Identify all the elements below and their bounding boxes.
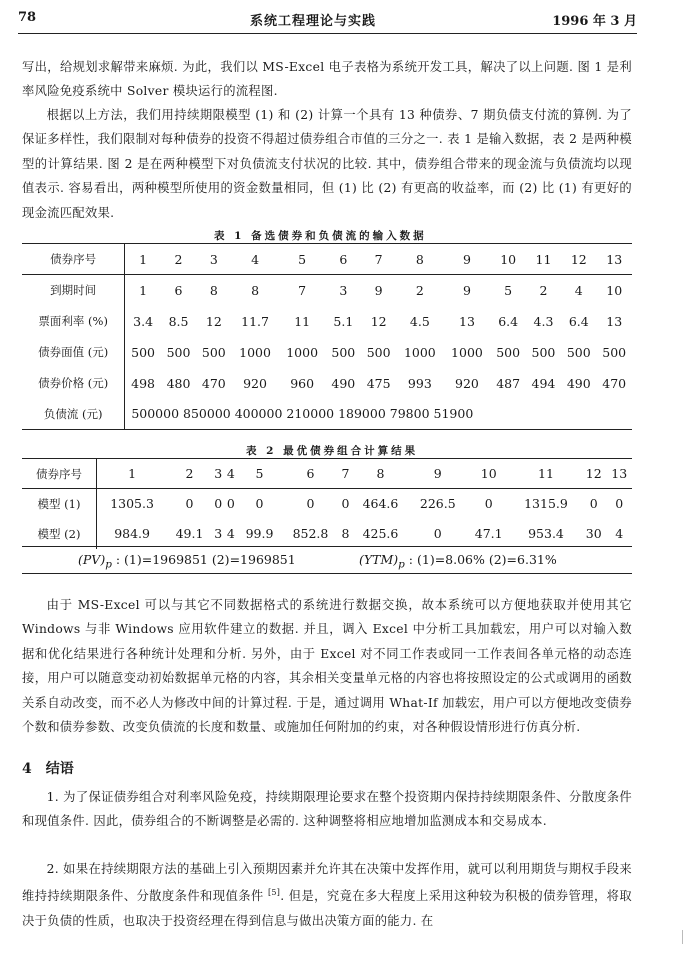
table-cell: 425.6 <box>362 526 399 541</box>
table-cell: 1000 <box>451 344 483 360</box>
table-cell: 475 <box>366 375 391 391</box>
table-cell: 99.9 <box>245 526 274 541</box>
journal-title: 系统工程理论与实践 <box>250 14 377 29</box>
table-cell: 0 <box>341 496 350 512</box>
table-cell: 500 <box>566 344 591 360</box>
table-cell: 13 <box>606 313 623 329</box>
bond-id-cell: 12 <box>581 459 606 489</box>
table-cell: 1000 <box>403 344 436 360</box>
table-cell: 7 <box>298 282 307 298</box>
paragraph-excel-integration: 由于 MS-Excel 可以与其它不同数据格式的系统进行数据交换，故本系统可以方便地获取并使用其它 Windows 与非 Windows 应用软件建立的数据. 并且，调入 Excel 中分析工具加载宏，用户可以对输入数据和优化结果进行各种统计处理和分析. 另外，由于 Excel 对不同工作表或同一工作表间各单元格的动态连接，用户可以随意变动初始数据单元格的内容，其余相关变量单元格的内容也将按照设定的公式或调用的函数关系自动改变，而不必人为修改中间的计算过程. 于是，通过调用 What-If 加载宏，用户可以方便地改变债券个数和债券参数、改变负债流的长度和数量、或施加任何附加的约束，对各种假设情形进行仿真分析. <box>22 598 632 735</box>
table-row <box>22 306 632 337</box>
bond-id-cell: 4 <box>225 459 238 489</box>
table-cell: 500 <box>366 344 391 360</box>
table-cell: 8.5 <box>168 313 189 329</box>
table-cell: 8 <box>341 526 350 541</box>
table-cell: 960 <box>290 375 315 391</box>
table-cell: 464.6 <box>362 496 399 512</box>
table-cell: 0 <box>226 496 235 512</box>
table-cell: 12 <box>370 313 387 329</box>
table-cell: 0 <box>615 496 624 512</box>
table-cell: 226.5 <box>419 496 456 512</box>
table-cell: 1 <box>139 282 148 298</box>
table1-input-data <box>22 243 632 430</box>
table-cell: 11 <box>294 313 311 329</box>
table-cell: 0 <box>255 496 264 512</box>
section-heading <box>22 758 74 778</box>
table-cell: 498 <box>131 375 156 391</box>
paragraph-conclusion-1: 1. 为了保证债券组合对利率风险免疫，持续期限理论要求在整个投资期内保持持续期限条件、分散度条件和现值条件. 因此，债券组合的不断调整是必需的. 这种调整将相应地增加监测成本和交易成本. <box>22 790 632 829</box>
scan-edge-mark <box>682 930 683 944</box>
bond-id-cell: 6 <box>282 459 339 489</box>
bond-id-cell: 7 <box>339 459 352 489</box>
table-cell: 3 <box>214 526 223 541</box>
table2-summary-line <box>22 546 632 574</box>
table-cell: 4 <box>226 526 235 541</box>
citation-ref: [5] <box>267 888 281 898</box>
row-label: 债券价格 (元) <box>22 368 125 399</box>
table-cell: 0 <box>484 496 493 512</box>
table-cell: 4 <box>615 526 624 541</box>
table-cell: 6.4 <box>568 313 589 329</box>
table-cell: 47.1 <box>474 526 503 541</box>
table-row <box>22 519 632 549</box>
table-cell: 4.3 <box>533 313 554 329</box>
bond-id-cell: 8 <box>352 459 409 489</box>
table-row <box>22 275 632 306</box>
row-label: 模型 (2) <box>22 519 96 549</box>
table-cell: 2 <box>539 282 548 298</box>
table1-header-row <box>22 244 632 275</box>
table-cell: 5 <box>504 282 513 298</box>
paragraph-intro: 写出，给规划求解带来麻烦. 为此，我们以 MS-Excel 电子表格为系统开发工具，解决了以上问题. 图 1 是利率风险免疫系统中 Solver 模块运行的流程图. <box>22 60 632 99</box>
bond-id-cell: 5 <box>279 244 326 275</box>
bond-id-cell: 4 <box>232 244 279 275</box>
table-cell: 500 <box>131 344 156 360</box>
bond-id-cell: 1 <box>125 244 161 275</box>
table-cell: 490 <box>566 375 591 391</box>
section-title: 结语 <box>45 761 74 777</box>
table-cell: 920 <box>455 375 479 391</box>
table-cell: 1000 <box>239 344 271 360</box>
table2-optimal-results <box>22 458 632 549</box>
table-cell: 1305.3 <box>110 496 154 512</box>
table-cell: 500 <box>201 344 226 360</box>
table-cell: 2 <box>415 282 424 298</box>
table-cell: 4.5 <box>409 313 430 329</box>
table-cell: 49.1 <box>175 526 204 541</box>
liability-values: 500000 850000 400000 210000 189000 79800 51900 <box>131 406 474 422</box>
table-cell: 500 <box>602 344 627 360</box>
table-cell: 30 <box>585 526 602 541</box>
table-cell: 9 <box>462 282 471 298</box>
table-cell: 0 <box>185 496 194 512</box>
bond-id-cell: 10 <box>491 244 526 275</box>
section-number: 4 <box>22 761 32 777</box>
table-cell: 3 <box>339 282 348 298</box>
page-number: 78 <box>18 10 37 25</box>
table-cell: 6.4 <box>498 313 519 329</box>
bond-id-cell: 9 <box>443 244 490 275</box>
bond-id-cell: 3 <box>212 459 225 489</box>
table-cell: 500 <box>496 344 521 360</box>
paragraph-example: 根据以上方法，我们用持续期限模型 (1) 和 (2) 计算一个具有 13 种债券、7 期负债支付流的算例. 为了保证多样性，我们限制对每种债券的投资不得超过债券组合市值的三分之一. 表 1 是输入数据，表 2 是两种模型的计算结果. 图 2 是在两种模型下对负债流支付状况的比较. 其中，债券组合带来的现金流与负债流均以现值表示. 容易看出，两种模型所使用的资金数量相同，但 (1) 比 (2) 有更高的收益率，而 (2) 比 (1) 有更好的现金流匹配效果. <box>22 108 632 220</box>
running-header <box>18 10 637 32</box>
bond-id-cell: 6 <box>326 244 361 275</box>
table-cell: 494 <box>531 375 556 391</box>
liability-row <box>22 399 632 430</box>
table-cell: 480 <box>166 375 191 391</box>
issue-date: 1996 年 3 月 <box>552 14 637 29</box>
table-cell: 852.8 <box>292 526 329 541</box>
table2-caption: 表 2 最优债券组合计算结果 <box>246 445 419 457</box>
ytm-summary: $(YTM)_p$ : (1)=8.06% (2)=6.31% <box>359 552 557 571</box>
bond-id-cell: 2 <box>161 244 196 275</box>
table-cell: 0 <box>589 496 598 512</box>
bond-id-cell: 9 <box>409 459 466 489</box>
bond-id-cell: 1 <box>96 459 167 489</box>
table-cell: 470 <box>201 375 226 391</box>
table2-header-row <box>22 459 632 489</box>
bond-id-cell: 11 <box>511 459 581 489</box>
table-row <box>22 337 632 368</box>
table-cell: 1315.9 <box>524 496 568 512</box>
row-label: 模型 (1) <box>22 489 96 519</box>
table-cell: 10 <box>606 282 623 298</box>
table-cell: 0 <box>433 526 442 541</box>
header-rule <box>18 33 637 34</box>
table-cell: 470 <box>602 375 627 391</box>
table-cell: 920 <box>243 375 267 391</box>
pv-summary: $(PV)_p$ : (1)=1969851 (2)=1969851 <box>78 552 296 571</box>
table-cell: 0 <box>214 496 223 512</box>
bond-id-cell: 12 <box>561 244 596 275</box>
table-cell: 11.7 <box>241 313 269 329</box>
table-cell: 8 <box>209 282 218 298</box>
bond-id-cell: 8 <box>396 244 443 275</box>
table-cell: 500 <box>531 344 556 360</box>
table-cell: 4 <box>574 282 583 298</box>
table-cell: 984.9 <box>114 526 150 541</box>
table1-caption: 表 1 备选债券和负债流的输入数据 <box>214 230 427 242</box>
table-cell: 5.1 <box>333 313 354 329</box>
paragraph-conclusion-2: 2. 如果在持续期限方法的基础上引入预期因素并允许其在决策中发挥作用，就可以利用期货与期权手段来维持持续期限条件、分散度条件和现值条件 [5]. 但是，究竟在多大程度上采用这种较为积极的债券管理，将取决于负债的性质，也取决于投资经理在得到信息与做出决策方面的能力. 在 <box>22 862 632 928</box>
table-cell: 487 <box>496 375 521 391</box>
table-cell: 13 <box>459 313 475 329</box>
table-cell: 9 <box>374 282 383 298</box>
bond-id-cell: 13 <box>606 459 632 489</box>
table-cell: 0 <box>306 496 315 512</box>
table-cell: 1000 <box>286 344 319 360</box>
table-cell: 500 <box>166 344 191 360</box>
row-label: 票面利率 (%) <box>22 306 125 337</box>
bond-id-cell: 13 <box>596 244 632 275</box>
table-cell: 953.4 <box>528 526 564 541</box>
bond-id-cell: 7 <box>361 244 396 275</box>
row-label: 负债流 (元) <box>22 399 125 430</box>
table-cell: 3.4 <box>133 313 154 329</box>
table-cell: 8 <box>251 282 260 298</box>
row-label: 债券序号 <box>22 459 96 489</box>
table-cell: 993 <box>407 375 432 391</box>
row-label: 到期时间 <box>22 275 125 306</box>
table-cell: 12 <box>205 313 222 329</box>
table-row <box>22 489 632 519</box>
row-label: 债券面值 (元) <box>22 337 125 368</box>
bond-id-cell: 11 <box>526 244 561 275</box>
table-row <box>22 368 632 399</box>
table-cell: 500 <box>331 344 356 360</box>
table-cell: 6 <box>174 282 183 298</box>
bond-id-cell: 3 <box>196 244 231 275</box>
table-cell: 490 <box>331 375 356 391</box>
bond-id-cell: 2 <box>167 459 212 489</box>
bond-id-cell: 5 <box>237 459 282 489</box>
row-label: 债券序号 <box>22 244 125 275</box>
bond-id-cell: 10 <box>466 459 511 489</box>
